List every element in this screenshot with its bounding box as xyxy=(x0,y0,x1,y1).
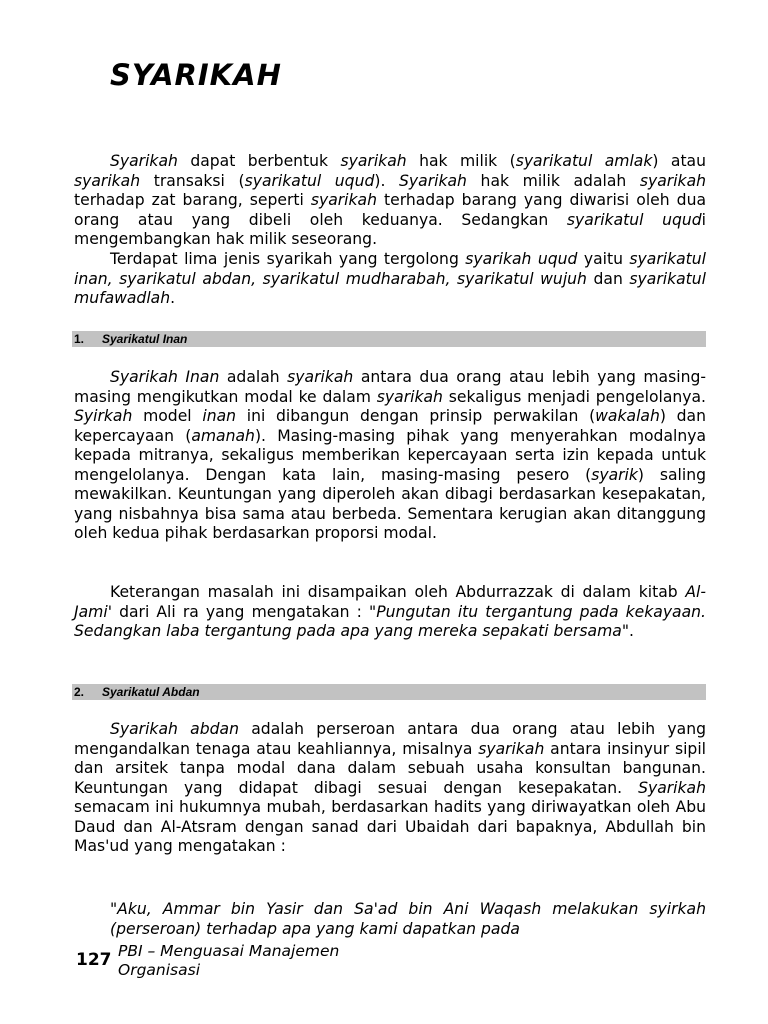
italic-term: Pungutan itu tergantung pada kekayaan. Sedangkan laba tergantung pada apa yang mereka sepakati bersama xyxy=(74,602,706,640)
section-title: Syarikatul Inan xyxy=(102,332,188,346)
italic-term: syarikah xyxy=(478,739,545,758)
section-title: Syarikatul Abdan xyxy=(102,685,200,699)
text-run: ' dari Ali ra yang mengatakan : " xyxy=(107,602,377,621)
italic-term: syarikah xyxy=(340,152,407,170)
italic-term: syarikah xyxy=(376,387,443,406)
italic-term: syarikatul amlak xyxy=(515,152,653,170)
text-run: i mengembangkan hak milik seseorang. xyxy=(74,210,706,248)
paragraph-text xyxy=(74,583,706,640)
abdan-paragraph-1 xyxy=(74,720,706,857)
italic-term: syarikatul uqud xyxy=(566,210,702,229)
text-run: yaitu xyxy=(577,250,630,268)
text-run: ini dibangun dengan prinsip perwakilan ( xyxy=(236,407,596,425)
text-run: sekaligus menjadi pengelolanya. xyxy=(442,387,706,406)
italic-term: syarikah xyxy=(310,191,377,209)
inan-paragraph-1 xyxy=(74,368,706,544)
text-run: model xyxy=(132,407,203,425)
text-run: ). xyxy=(374,171,400,190)
text-run: ) atau xyxy=(652,152,706,170)
paragraph-text xyxy=(74,152,706,248)
text-run: transaksi ( xyxy=(140,171,245,190)
hadith-quote: "Aku, Ammar bin Yasir dan Sa'ad bin Ani Waqash melakukan syirkah (perseroan) terhadap apa yang kami dapatkan pada xyxy=(110,900,706,938)
paragraph-text xyxy=(74,368,706,542)
text-run: Keterangan masalah ini disampaikan oleh Abdurrazzak di dalam kitab xyxy=(110,583,686,601)
italic-term: syarik xyxy=(591,465,638,484)
text-run: hak milik adalah xyxy=(466,171,640,190)
paragraph-text xyxy=(74,720,706,855)
text-run: ) dan kepercayaan ( xyxy=(74,407,706,445)
italic-term: Syarikah Inan xyxy=(110,368,220,386)
text-run: terhadap zat barang, seperti xyxy=(74,191,311,209)
text-run: dapat berbentuk xyxy=(177,152,341,170)
text-run: semacam ini hukumnya mubah, berdasarkan hadits yang diriwayatkan oleh Abu Daud dan Al-Atsram dengan sanad dari Ubaidah dari bapaknya, Abdullah bin Mas'ud yang mengatakan : xyxy=(74,798,706,855)
page-number: 127 xyxy=(76,950,112,970)
italic-term: Syarikah abdan xyxy=(110,720,239,738)
text-run: antara dua orang atau lebih yang masing-masing mengikutkan modal ke dalam xyxy=(74,368,706,406)
intro-paragraph-2 xyxy=(74,250,706,309)
text-run: ). Masing-masing pihak yang menyerahkan modalnya kepada mitranya, sekaligus memberikan kepercayaan serta izin kepada untuk mengelolanya. Dengan kata lain, masing-masing pesero ( xyxy=(74,426,706,484)
section-number: 1. xyxy=(74,332,85,346)
italic-term: Syarikah xyxy=(110,152,178,170)
italic-term: Syirkah xyxy=(74,407,133,425)
italic-term: syarikah xyxy=(74,171,141,190)
text-run: ". xyxy=(621,622,634,640)
italic-term: syarikah xyxy=(287,368,354,386)
italic-term: syarikah uqud xyxy=(465,250,578,268)
text-run: terhadap barang yang diwarisi oleh dua orang atau yang dibeli oleh keduanya. Sedangkan xyxy=(74,191,707,229)
section-heading-inan xyxy=(72,331,706,347)
italic-term: inan xyxy=(202,407,237,425)
italic-term: Al-Jami xyxy=(74,583,706,621)
paragraph-text xyxy=(74,250,706,307)
text-run: hak milik ( xyxy=(406,152,516,170)
italic-term: syarikatul mufawadlah xyxy=(74,269,706,307)
text-run: dan xyxy=(586,269,630,288)
italic-term: syarikatul inan, syarikatul abdan, syarikatul mudharabah, syarikatul wujuh xyxy=(74,250,706,288)
italic-term: syarikatul uqud xyxy=(244,171,375,190)
section-heading-abdan xyxy=(72,684,706,700)
text-run: adalah perseroan antara dua orang atau lebih yang mengandalkan tenaga atau keahliannya, misalnya xyxy=(74,720,706,758)
intro-paragraph-1 xyxy=(74,152,706,250)
text-run: antara insinyur sipil dan arsitek tanpa modal dana dalam sebuah usaha konsultan bangunan. Keuntungan yang didapat dibagi sesuai dengan kesepakatan. xyxy=(74,739,706,797)
italic-term: wakalah xyxy=(595,407,660,425)
page-title: SYARIKAH xyxy=(110,58,282,92)
section-number: 2. xyxy=(74,685,85,699)
footer-title: PBI – Menguasai Manajemen Organisasi xyxy=(118,942,340,979)
text-run: ) saling mewakilkan. Keuntungan yang diperoleh akan dibagi berdasarkan kesepakatan, yang nisbahnya bisa sama atau berbeda. Sementara kerugian akan ditanggung oleh kedua pihak berdasarkan proporsi modal. xyxy=(74,465,706,542)
italic-term: amanah xyxy=(191,426,255,445)
italic-term: syarikah xyxy=(639,171,707,190)
italic-term: Syarikah xyxy=(399,171,467,190)
text-run: . xyxy=(170,289,176,307)
text-run: Terdapat lima jenis syarikah yang tergolong xyxy=(110,250,466,268)
italic-term: Syarikah xyxy=(638,778,706,797)
inan-paragraph-2 xyxy=(74,583,706,642)
text-run: adalah xyxy=(219,368,288,386)
